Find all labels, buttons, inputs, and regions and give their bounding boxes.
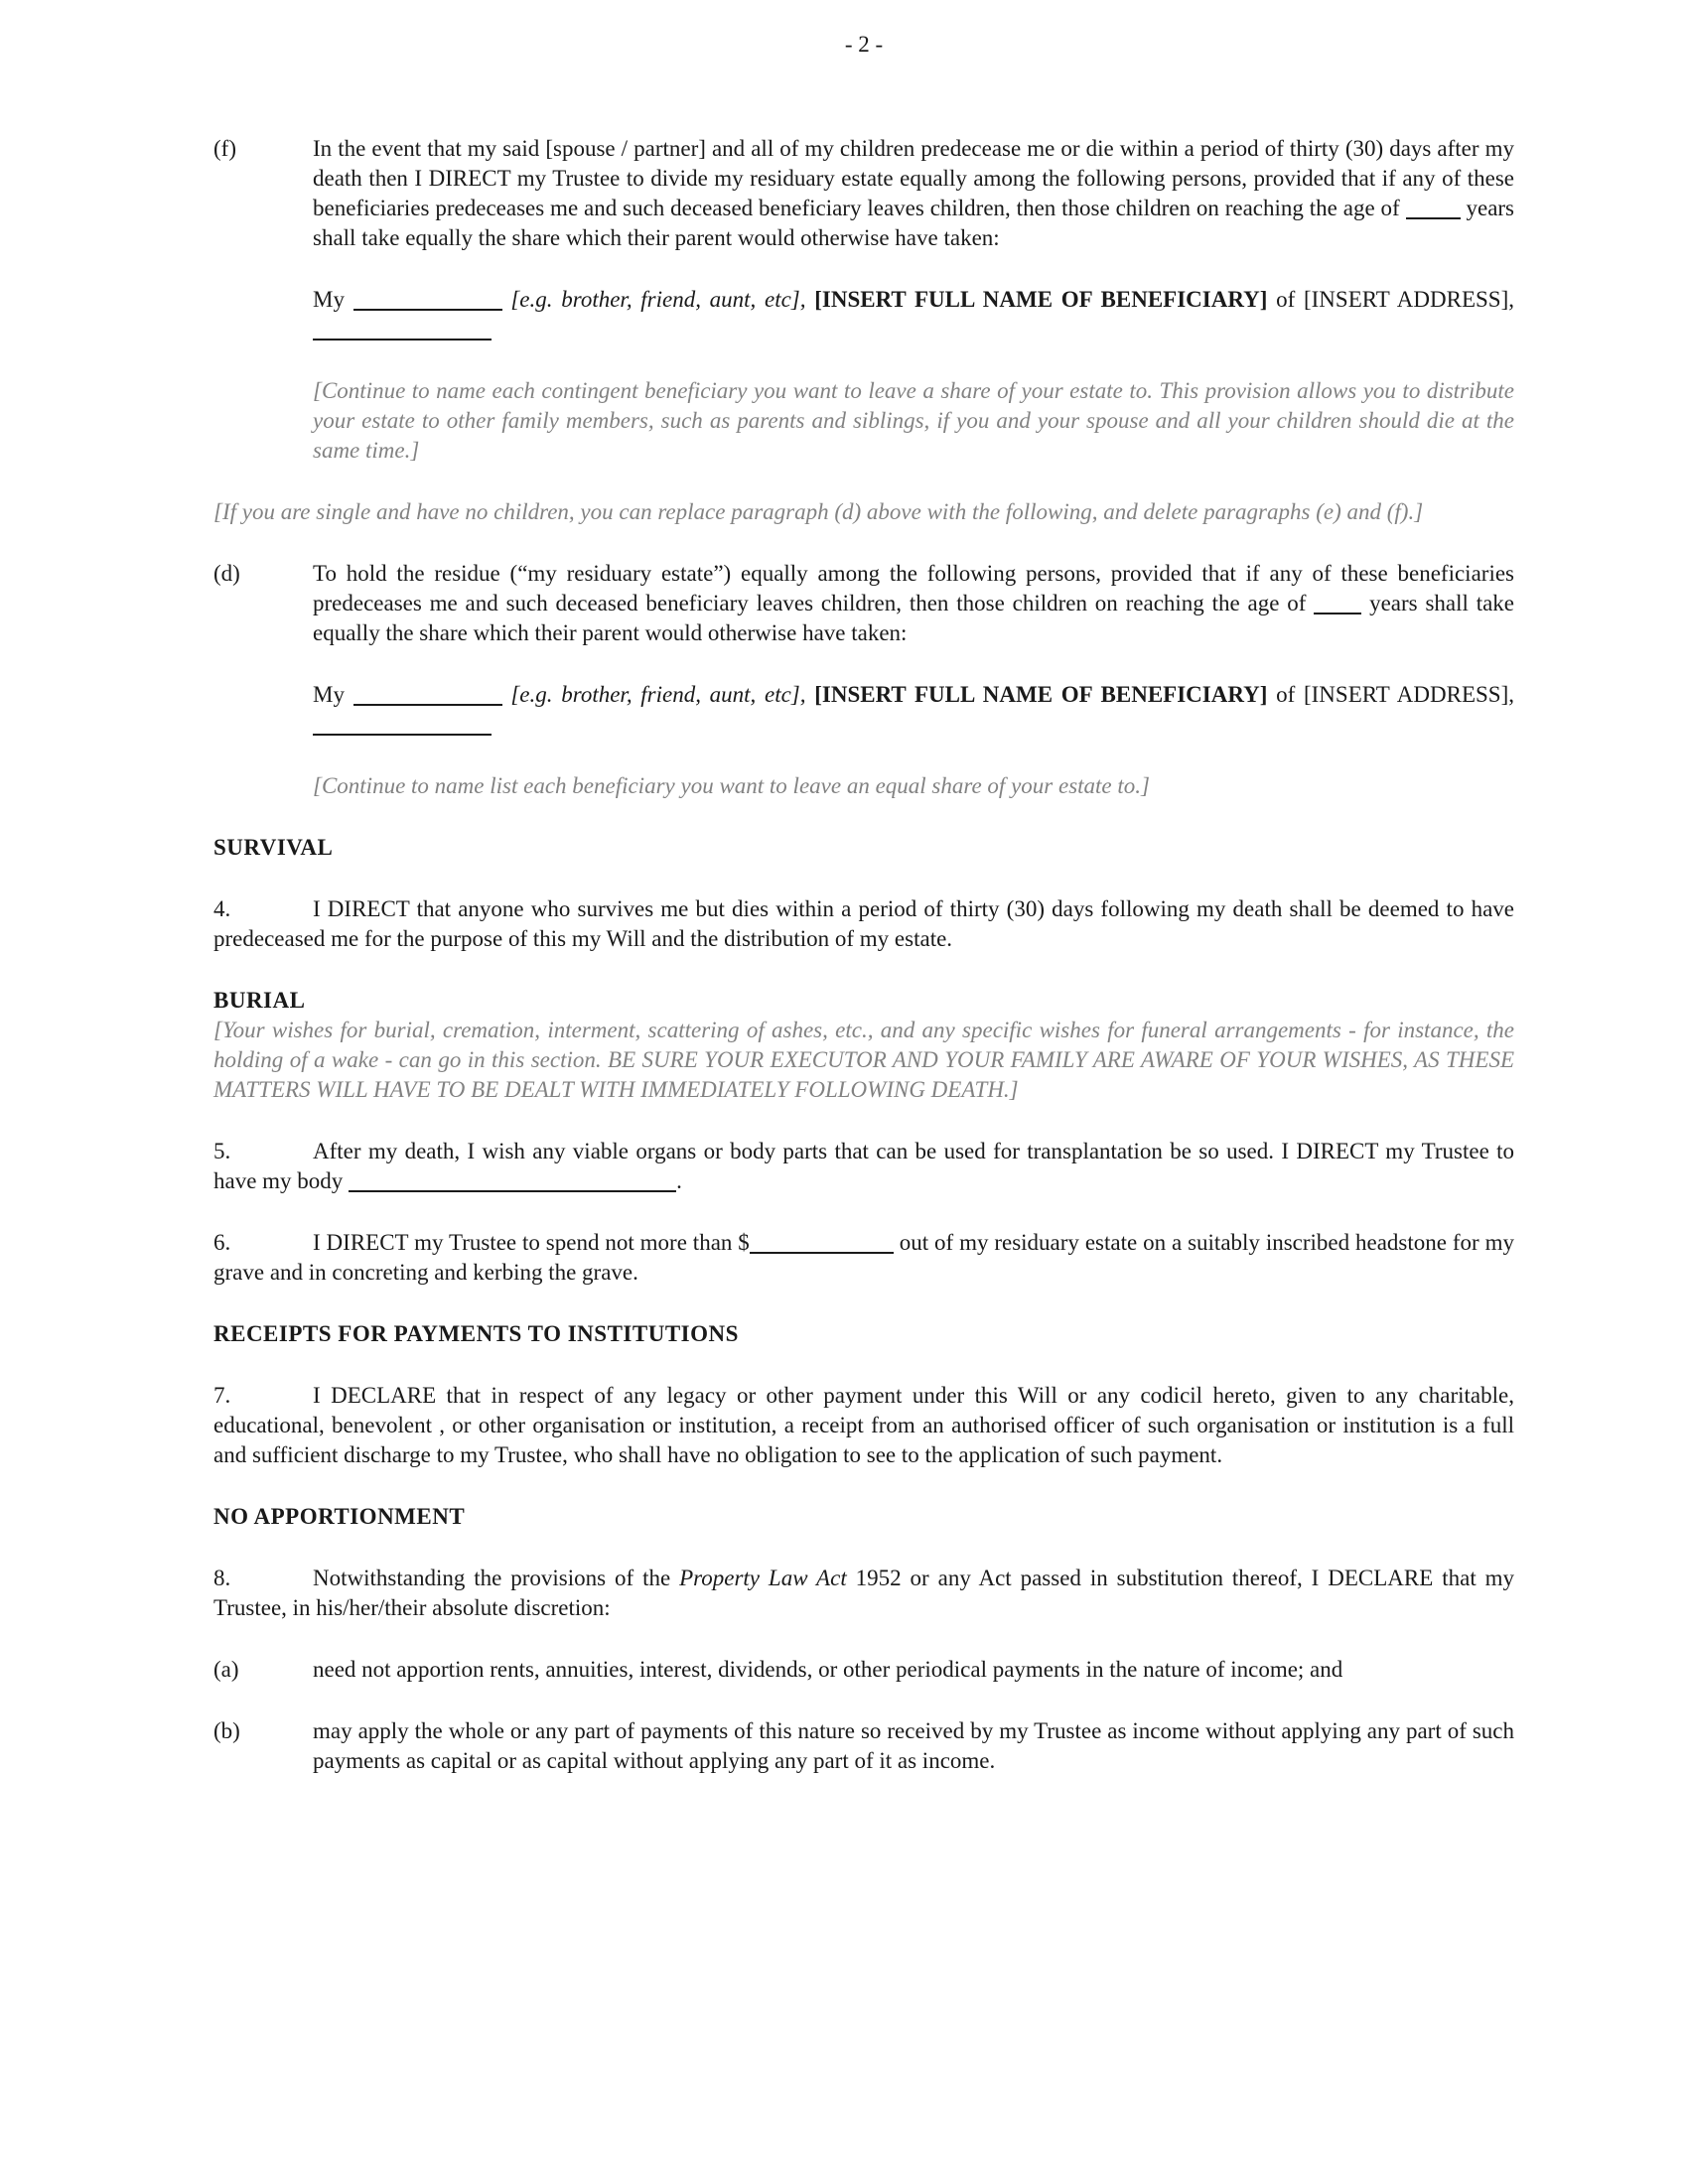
beneficiary-clause-2	[313, 680, 1514, 740]
page-number: - 2 -	[844, 32, 884, 57]
paragraph-4	[213, 894, 1514, 954]
fill-in-blank-address	[313, 734, 492, 736]
fill-in-blank-age	[1406, 217, 1461, 219]
paragraph-4-text: I DIRECT that anyone who survives me but dies within a period of thirty (30) days following my death shall be deemed to have predeceased me for the purpose of this my Will and the distribution of my estate.	[213, 896, 1514, 951]
fill-in-blank-amount	[750, 1252, 894, 1254]
paragraph-d-text-before: To hold the residue (“my residuary estate”) equally among the following persons, provided that if any of these beneficiaries predeceases me and such deceased beneficiary leaves children, then those children on reaching the age of	[313, 561, 1514, 615]
paragraph-7-text: I DECLARE that in respect of any legacy or other payment under this Will or any codicil hereto, given to any charitable, educational, benevolent , or other organisation or institution, a receipt from an authorised officer of such organisation or institution is a full and sufficient discharge to my Trustee, who shall have no obligation to see to the application of such payment.	[213, 1383, 1514, 1467]
paragraph-b-text: may apply the whole or any part of payments of this nature so received by my Trustee as income without applying any part of such payments as capital or as capital without applying any part of it as income.	[313, 1718, 1514, 1773]
paragraph-a	[213, 1655, 1514, 1685]
paragraph-b-label: (b)	[213, 1718, 240, 1743]
fill-in-blank-relationship	[353, 704, 502, 706]
heading-receipts: RECEIPTS FOR PAYMENTS TO INSTITUTIONS	[213, 1321, 739, 1346]
heading-survival: SURVIVAL	[213, 835, 334, 860]
paragraph-6-text-after: out of my residuary estate on a suitably inscribed headstone for my grave and in concreting and kerbing the grave.	[213, 1230, 1514, 1285]
paragraph-f	[213, 134, 1514, 253]
paragraph-8-text-after: 1952 or any Act passed in substitution thereof, I DECLARE that my Trustee, in his/her/their absolute discretion:	[213, 1566, 1515, 1620]
beneficiary-of: of	[1276, 287, 1296, 312]
note-single-no-children: [If you are single and have no children, you can replace paragraph (d) above with the following, and delete paragraphs (e) and (f).]	[213, 499, 1424, 524]
insert-beneficiary-address: [INSERT ADDRESS],	[1303, 682, 1514, 707]
beneficiary-prefix: My	[313, 682, 345, 707]
paragraph-a-text: need not apportion rents, annuities, interest, dividends, or other periodical payments in the nature of income; and	[313, 1657, 1343, 1682]
paragraph-8-text-before: Notwithstanding the provisions of the	[313, 1566, 671, 1590]
paragraph-b	[213, 1716, 1514, 1776]
beneficiary-clause-1	[313, 285, 1514, 344]
paragraph-8	[213, 1564, 1514, 1623]
paragraph-6	[213, 1228, 1514, 1288]
beneficiary-prefix: My	[313, 287, 345, 312]
fill-in-blank-age	[1314, 613, 1361, 614]
note-contingent-beneficiaries: [Continue to name each contingent beneficiary you want to leave a share of your estate to. This provision allows you to distribute your estate to other family members, such as parents and siblings, if you and your spouse and all your children should die at the same time.]	[313, 378, 1514, 463]
insert-beneficiary-name: [INSERT FULL NAME OF BENEFICIARY]	[814, 682, 1268, 707]
fill-in-blank-address	[313, 339, 492, 341]
paragraph-5-number: 5.	[213, 1139, 231, 1163]
fill-in-blank-body-disposition	[349, 1190, 676, 1192]
insert-beneficiary-name: [INSERT FULL NAME OF BENEFICIARY]	[814, 287, 1268, 312]
heading-no-apportionment: NO APPORTIONMENT	[213, 1504, 466, 1529]
paragraph-5-text-before: After my death, I wish any viable organs or body parts that can be used for transplantation be so used. I DIRECT my Trustee to have my body	[213, 1139, 1514, 1193]
paragraph-6-text-before: I DIRECT my Trustee to spend not more than $	[313, 1230, 750, 1255]
paragraph-d-text-after: years shall take equally the share which their parent would otherwise have taken:	[313, 591, 1515, 645]
paragraph-6-number: 6.	[213, 1230, 231, 1255]
paragraph-4-number: 4.	[213, 896, 231, 921]
beneficiary-example-note: [e.g. brother, friend, aunt, etc],	[510, 682, 806, 707]
beneficiary-of: of	[1276, 682, 1296, 707]
fill-in-blank-relationship	[353, 309, 502, 311]
paragraph-5-text-after: .	[676, 1168, 682, 1193]
paragraph-a-label: (a)	[213, 1657, 239, 1682]
insert-beneficiary-address: [INSERT ADDRESS],	[1303, 287, 1514, 312]
paragraph-f-text-after: years shall take equally the share which their parent would otherwise have taken:	[313, 196, 1515, 250]
paragraph-f-text-before: In the event that my said [spouse / partner] and all of my children predecease me or die within a period of thirty (30) days after my death then I DIRECT my Trustee to divide my residuary estate equally among the following persons, provided that if any of these beneficiaries predeceases me and such deceased beneficiary leaves children, then those children on reaching the age of	[313, 136, 1514, 220]
paragraph-8-number: 8.	[213, 1566, 231, 1590]
paragraph-d-label: (d)	[213, 561, 240, 586]
statute-name: Property Law Act	[679, 1566, 847, 1590]
note-burial-wishes: [Your wishes for burial, cremation, interment, scattering of ashes, etc., and any specific wishes for funeral arrangements - for instance, the holding of a wake - can go in this section. BE SURE YOUR EXECUTOR AND YOUR FAMILY ARE AWARE OF YOUR WISHES, AS THESE MATTERS WILL HAVE TO BE DEALT WITH IMMEDIATELY FOLLOWING DEATH.]	[213, 1018, 1514, 1102]
paragraph-f-label: (f)	[213, 136, 236, 161]
note-equal-share: [Continue to name list each beneficiary you want to leave an equal share of your estate to.]	[313, 773, 1150, 798]
paragraph-7	[213, 1381, 1514, 1470]
heading-burial: BURIAL	[213, 988, 306, 1013]
paragraph-7-number: 7.	[213, 1383, 231, 1408]
beneficiary-example-note: [e.g. brother, friend, aunt, etc],	[510, 287, 806, 312]
paragraph-5	[213, 1137, 1514, 1196]
paragraph-d	[213, 559, 1514, 648]
